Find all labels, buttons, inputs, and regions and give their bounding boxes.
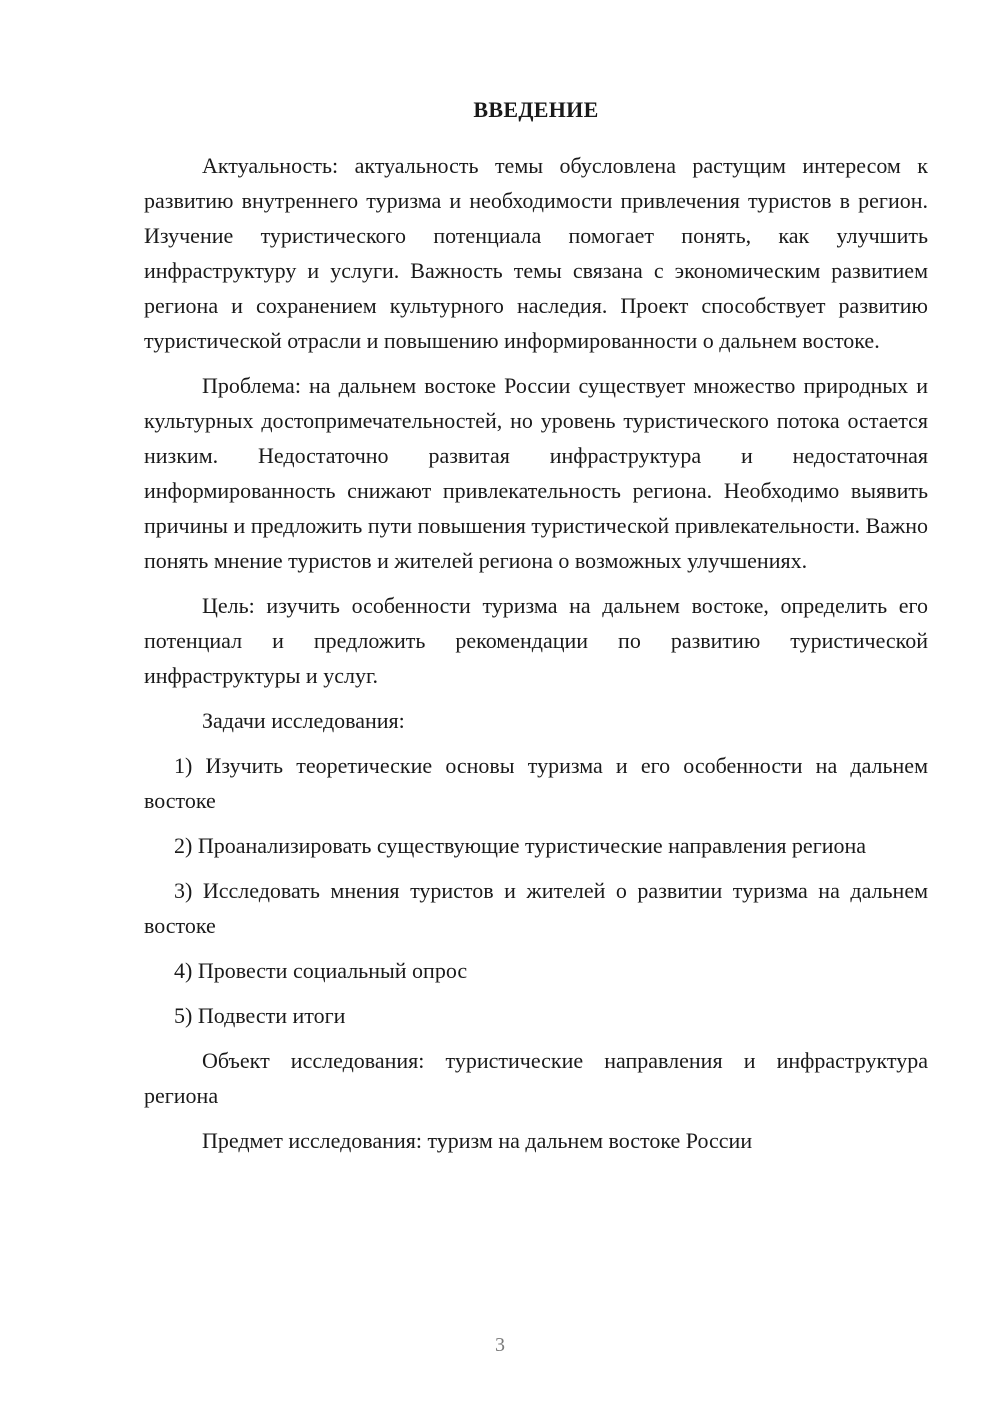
paragraph-goal: Цель: изучить особенности туризма на дальнем востоке, определить его потенциал и предложить рекомендации по развитию туристической инфраструктуры и услуг. xyxy=(144,593,928,688)
paragraph-relevance: Актуальность: актуальность темы обусловлена растущим интересом к развитию внутреннего туризма и необходимости привлечения туристов в регион. Изучение туристического потенциала помогает понять, как улучшить инфраструктуру и услуги. Важность темы связана с экономическим развитием региона и сохранением культурного наследия. Проект способствует развитию туристической отрасли и повышению информированности о дальнем востоке. xyxy=(144,153,928,353)
page-number: 3 xyxy=(495,1334,505,1356)
task-item-3: 3) Исследовать мнения туристов и жителей о развитии туризма на дальнем востоке xyxy=(144,878,928,938)
task-item-4: 4) Провести социальный опрос xyxy=(174,958,468,983)
section-heading: ВВЕДЕНИЕ xyxy=(473,97,599,122)
task-item-2: 2) Проанализировать существующие туристические направления региона xyxy=(174,833,867,858)
task-item-1: 1) Изучить теоретические основы туризма и его особенности на дальнем востоке xyxy=(144,753,928,813)
document-page xyxy=(144,96,928,1158)
paragraph-subject: Предмет исследования: туризм на дальнем востоке России xyxy=(202,1128,753,1153)
tasks-title: Задачи исследования: xyxy=(202,708,405,733)
task-item-5: 5) Подвести итоги xyxy=(174,1003,346,1028)
paragraph-problem: Проблема: на дальнем востоке России существует множество природных и культурных достопримечательностей, но уровень туристического потока остается низким. Недостаточно развитая инфраструктура и недостаточная информированность снижают привлекательность региона. Необходимо выявить причины и предложить пути повышения туристической привлекательности. Важно понять мнение туристов и жителей региона о возможных улучшениях. xyxy=(144,373,928,573)
paragraph-object: Объект исследования: туристические направления и инфраструктура региона xyxy=(144,1048,928,1108)
